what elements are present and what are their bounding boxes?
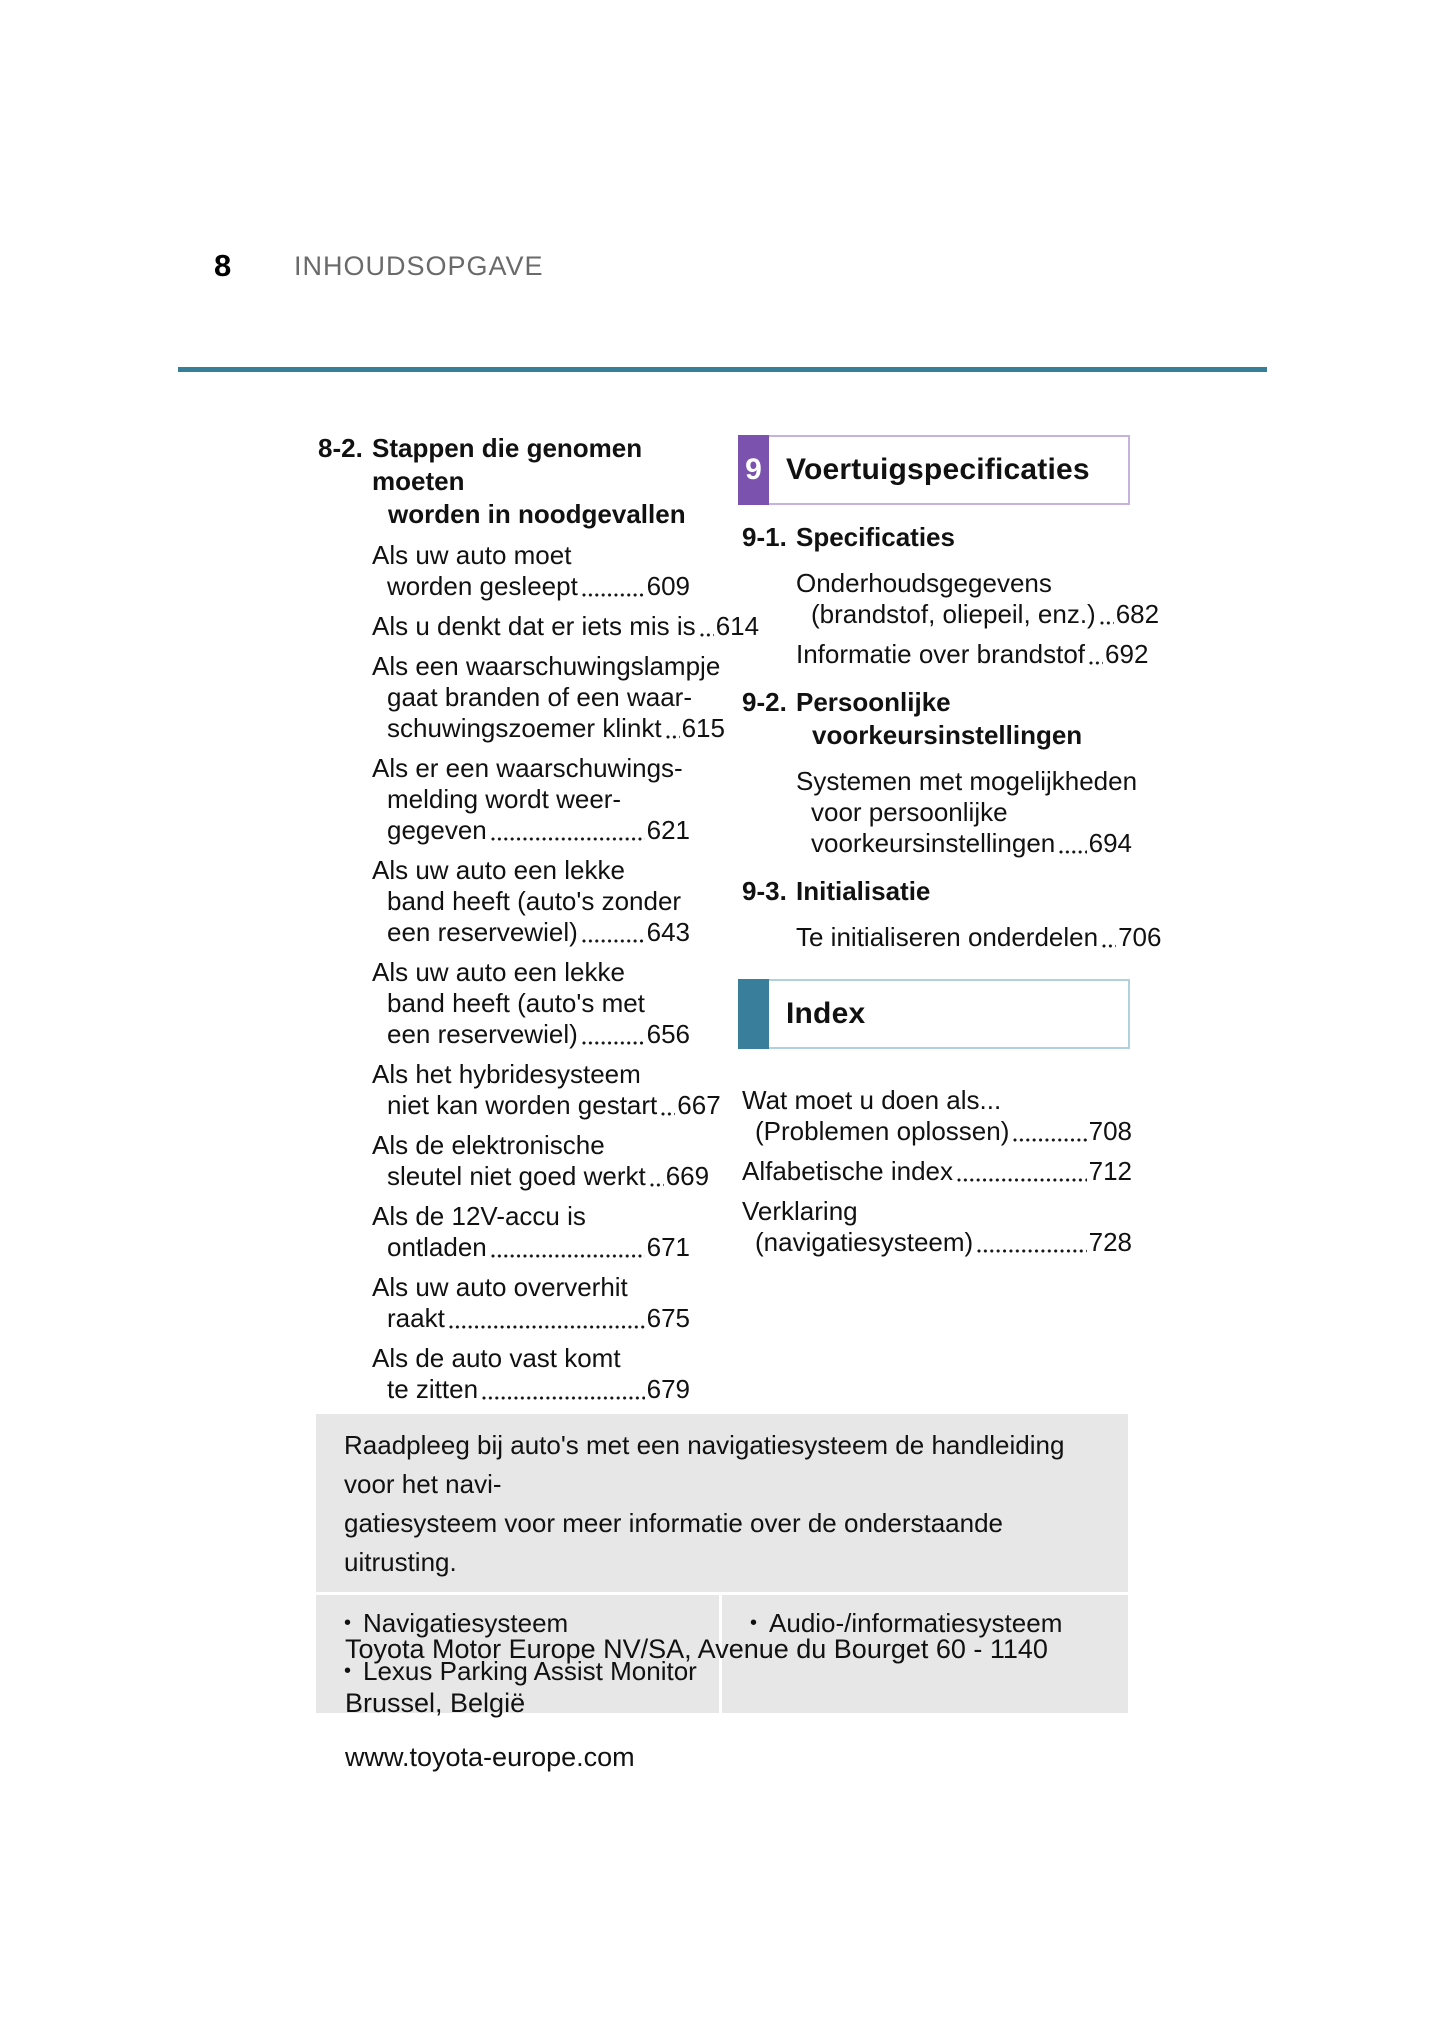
toc-entry-line: melding wordt weer- (387, 784, 622, 814)
index-title: Index (786, 997, 866, 1030)
toc-entry-text: (brandstof, oliepeil, enz.) (811, 599, 1096, 629)
dot-leader (449, 1324, 645, 1330)
dot-leader (582, 938, 645, 944)
toc-page-number: 669 (665, 1161, 710, 1191)
toc-section-title (372, 432, 690, 531)
toc-page-number: 609 (646, 571, 690, 601)
toc-entry-lastline (796, 922, 1162, 953)
toc-entry-lastline (372, 917, 690, 948)
toc-page-number: 712 (1088, 1156, 1132, 1186)
toc-page-number: 694 (1088, 828, 1132, 858)
toc-entry-text: (Problemen oplossen) (755, 1116, 1010, 1146)
toc-entry-lastline (372, 611, 760, 642)
dot-leader (700, 632, 714, 638)
dot-leader (957, 1177, 1087, 1183)
toc-right-column (742, 432, 1162, 1258)
toc-entry-lastline (742, 1156, 1132, 1187)
toc-section-title-line: worden in noodgevallen (388, 499, 686, 529)
toc-entry-text: gegeven (387, 815, 487, 845)
toc-entry-lastline (742, 1116, 1132, 1147)
toc-entry-list (318, 540, 760, 1405)
chapter-title-box (769, 435, 1130, 505)
toc-entry-lastline (372, 815, 690, 846)
toc-entry (318, 611, 760, 642)
toc-entry-line: Onderhoudsgegevens (796, 568, 1052, 598)
toc-entry-text: een reservewiel) (387, 1019, 578, 1049)
toc-entry-text: Informatie over brandstof (796, 639, 1086, 669)
toc-page-number: 708 (1088, 1116, 1132, 1146)
dot-leader (1100, 620, 1114, 626)
toc-entry-lastline (372, 1090, 721, 1121)
toc-entry-line: Verklaring (742, 1196, 858, 1226)
toc-entry-line: Als een waarschuwingslampje (372, 651, 721, 681)
index-entry-list (742, 1085, 1132, 1258)
toc-entry-text: Alfabetische index (742, 1156, 954, 1186)
toc-entry-text: raakt (387, 1303, 445, 1333)
toc-section-heading (318, 432, 690, 531)
chapter-9-box (738, 435, 1130, 505)
toc-page-number: 614 (715, 611, 760, 641)
toc-page-number: 679 (646, 1374, 690, 1404)
index-badge (738, 979, 769, 1049)
toc-entry-line: Als uw auto een lekke (372, 957, 625, 987)
dot-leader (1102, 943, 1116, 949)
toc-entry (742, 1196, 1132, 1258)
note-paragraph (316, 1414, 1128, 1592)
toc-entry-line: Als de auto vast komt (372, 1343, 621, 1373)
toc-entry-line: Als de 12V-accu is (372, 1201, 586, 1231)
toc-page-number: 675 (646, 1303, 690, 1333)
toc-page-number: 667 (677, 1090, 721, 1120)
toc-entry-line: Systemen met mogelijkheden (796, 766, 1138, 796)
toc-section-body (742, 568, 1160, 670)
toc-entry-line: Als uw auto een lekke (372, 855, 625, 885)
page-header-title: INHOUDSOPGAVE (294, 251, 544, 281)
header-rule (178, 367, 1267, 372)
dot-leader (977, 1248, 1086, 1254)
toc-left-column (318, 432, 760, 1405)
toc-entry-lastline (372, 1232, 690, 1263)
toc-entry-lastline (372, 1374, 690, 1405)
toc-entry (318, 651, 725, 744)
toc-entry-text: Te initialiseren onderdelen (796, 922, 1099, 952)
toc-page-number: 643 (646, 917, 690, 947)
toc-entry (318, 1201, 690, 1263)
toc-section-body (742, 766, 1138, 859)
chapter-number-badge: 9 (738, 435, 769, 505)
note-paragraph-line: gatiesysteem voor meer informatie over de onderstaande uitrusting. (344, 1508, 1004, 1577)
toc-section-body (742, 922, 1162, 953)
toc-page-number: 656 (646, 1019, 690, 1049)
toc-entry-lastline (372, 1019, 690, 1050)
note-paragraph-line: Raadpleeg bij auto's met een navigatiesysteem de handleiding voor het navi- (344, 1430, 1065, 1499)
dot-leader (482, 1395, 645, 1401)
toc-entry-line: Als er een waarschuwings- (372, 753, 683, 783)
toc-entry-line: Als het hybridesysteem (372, 1059, 641, 1089)
toc-entry-line: Wat moet u doen als... (742, 1085, 1002, 1115)
bullet-icon: • (344, 1612, 352, 1634)
toc-section-title-line: Persoonlijke (796, 687, 951, 717)
dot-leader (582, 592, 645, 598)
toc-entry-lastline (796, 639, 1149, 670)
toc-page-number: 728 (1088, 1227, 1132, 1257)
toc-entry-lastline (796, 828, 1132, 859)
toc-entry-line: Als uw auto moet (372, 540, 572, 570)
toc-entry (318, 540, 690, 602)
bullet-icon: • (750, 1612, 758, 1634)
toc-entry (318, 957, 690, 1050)
bullet-icon: • (344, 1660, 352, 1682)
toc-entry (318, 1059, 721, 1121)
dot-leader (661, 1111, 675, 1117)
toc-entry (318, 855, 690, 948)
toc-entry-text: sleutel niet goed werkt (387, 1161, 646, 1191)
toc-entry (318, 1343, 690, 1405)
toc-entry-text: niet kan worden gestart (387, 1090, 658, 1120)
toc-entry-text: Als u denkt dat er iets mis is (372, 611, 696, 641)
toc-page-number: 682 (1115, 599, 1160, 629)
bullet-item-label: Navigatiesysteem (363, 1608, 569, 1638)
toc-entry-lastline (796, 599, 1160, 630)
dot-leader (491, 1253, 645, 1259)
toc-entry-line: Als de elektronische (372, 1130, 605, 1160)
toc-entry (742, 639, 1149, 670)
footer-website: www.toyota-europe.com (345, 1742, 635, 1772)
toc-entry (318, 1272, 690, 1334)
dot-leader (582, 1040, 645, 1046)
toc-entry-lastline (372, 571, 690, 602)
toc-entry (318, 1130, 710, 1192)
dot-leader (666, 734, 680, 740)
toc-entry (742, 766, 1138, 859)
toc-entry-text: (navigatiesysteem) (755, 1227, 974, 1257)
toc-entry-text: voorkeursinstellingen (811, 828, 1056, 858)
toc-entry (742, 1085, 1132, 1147)
toc-entry-lastline (372, 1161, 710, 1192)
toc-entry (318, 753, 690, 846)
toc-entry-text: te zitten (387, 1374, 479, 1404)
toc-section-number: 9-2. (742, 687, 787, 717)
toc-entry-line: Als uw auto oververhit (372, 1272, 628, 1302)
toc-entry-line: gaat branden of een waar- (387, 682, 692, 712)
dot-leader (1089, 660, 1103, 666)
toc-entry-lastline (372, 713, 725, 744)
toc-section-title (796, 521, 955, 554)
toc-entry-text: ontladen (387, 1232, 487, 1262)
toc-page-number: 671 (646, 1232, 690, 1262)
dot-leader (1013, 1137, 1086, 1143)
toc-section-number: 9-3. (742, 876, 787, 906)
index-box (738, 979, 1130, 1049)
toc-page-number: 615 (681, 713, 725, 743)
toc-section-title (796, 686, 1082, 752)
toc-entry-text: schuwingszoemer klinkt (387, 713, 662, 743)
bullet-item-label: Lexus Parking Assist Monitor (363, 1656, 697, 1686)
chapter-title: Voertuigspecificaties (786, 453, 1090, 486)
toc-section-title (796, 875, 930, 908)
toc-section-title-line: Stappen die genomen moeten (372, 433, 643, 496)
toc-section-title-line: Initialisatie (796, 876, 931, 906)
toc-entry-lastline (372, 1303, 690, 1334)
toc-entry (742, 922, 1162, 953)
toc-page-number: 621 (646, 815, 690, 845)
toc-entry-text: een reservewiel) (387, 917, 578, 947)
toc-section-number: 9-1. (742, 522, 787, 552)
toc-page-number: 692 (1105, 639, 1149, 669)
dot-leader (650, 1182, 664, 1188)
toc-entry-lastline (742, 1227, 1132, 1258)
toc-entry-line: band heeft (auto's met (387, 988, 645, 1018)
toc-entry (742, 568, 1160, 630)
bullet-item-label: Audio-/informatiesysteem (769, 1608, 1063, 1638)
toc-entry-line: band heeft (auto's zonder (387, 886, 682, 916)
footer-address: Toyota Motor Europe NV/SA, Avenue du Bourget 60 - 1140 Brussel, België (345, 1634, 1048, 1718)
toc-section-title-line: voorkeursinstellingen (812, 720, 1083, 750)
dot-leader (1059, 849, 1086, 855)
toc-entry-text: worden gesleept (387, 571, 578, 601)
toc-section-title-line: Specificaties (796, 522, 955, 552)
page-number: 8 (214, 248, 232, 283)
toc-section-heading (742, 875, 1132, 908)
toc-section-number: 8-2. (318, 433, 363, 463)
toc-page-number: 706 (1118, 922, 1162, 952)
dot-leader (491, 836, 645, 842)
toc-entry (742, 1156, 1132, 1187)
toc-entry-line: voor persoonlijke (811, 797, 1008, 827)
chapter-title-box (769, 979, 1130, 1049)
toc-section-heading (742, 686, 1132, 752)
toc-section-heading (742, 521, 1132, 554)
footer (345, 1622, 1145, 1784)
